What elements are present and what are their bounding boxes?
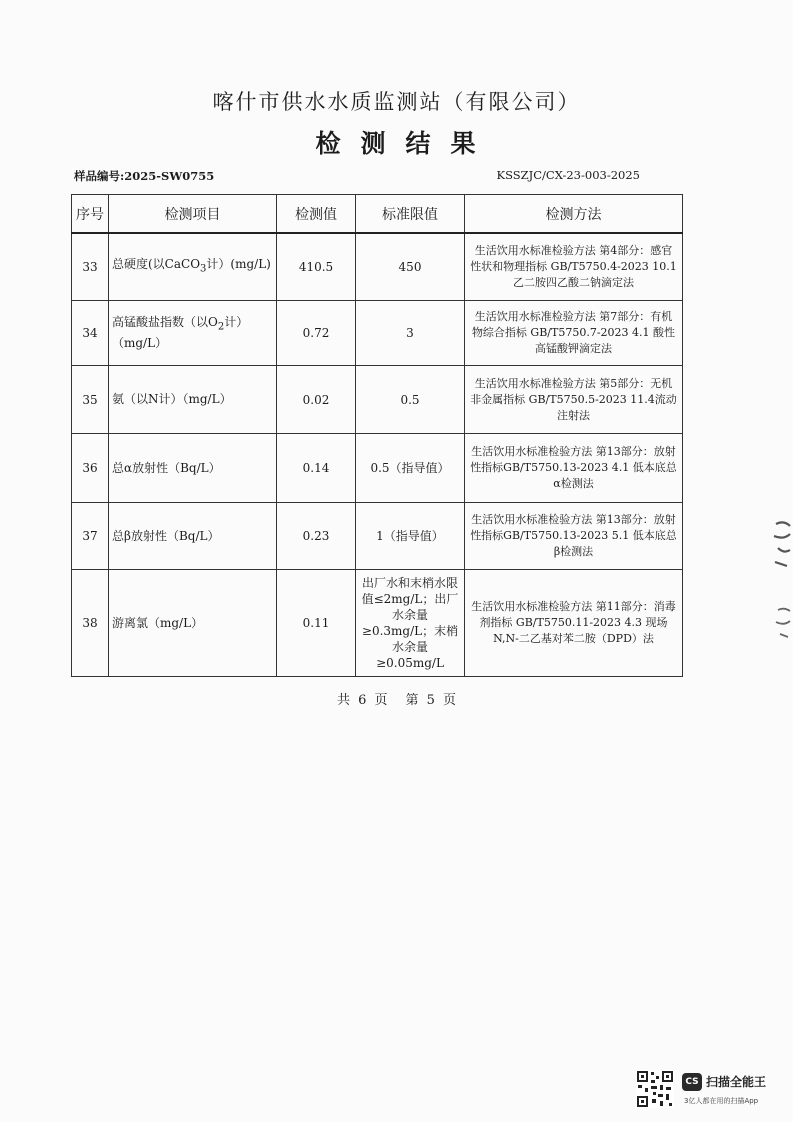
row-number: 33 (72, 233, 109, 301)
test-item: 氨（以N计）（mg/L） (109, 366, 277, 434)
test-method: 生活饮用水标准检验方法 第13部分：放射性指标GB/T5750.13-2023 5.1 低本底总β检测法 (465, 503, 683, 570)
table-row (72, 233, 683, 301)
row-number: 38 (72, 570, 109, 677)
camscanner-logo-icon: CS (682, 1073, 702, 1091)
table-header-row (72, 195, 683, 234)
test-value: 0.72 (277, 301, 356, 366)
test-item: 总α放射性（Bq/L） (109, 434, 277, 503)
row-number: 35 (72, 366, 109, 434)
test-method: 生活饮用水标准检验方法 第7部分：有机物综合指标 GB/T5750.7-2023 4.1 酸性高锰酸钾滴定法 (465, 301, 683, 366)
column-header-value: 检测值 (277, 195, 356, 234)
watermark-app-name: 扫描全能王 (706, 1075, 767, 1089)
table-row (72, 301, 683, 366)
standard-limit: 1（指导值） (356, 503, 465, 570)
sample-number-label: 样品编号: (74, 169, 125, 183)
sample-number (74, 168, 214, 184)
sample-info-row (74, 168, 640, 184)
current-page: 第 5 页 (405, 693, 457, 708)
standard-limit: 0.5（指导值） (356, 434, 465, 503)
test-item-subscript: 3 (200, 263, 207, 275)
seal-fragment (770, 510, 793, 660)
table-row (72, 503, 683, 570)
document-title: 检测结果 (315, 129, 496, 158)
test-item-subscript: 2 (217, 321, 225, 333)
test-value: 0.11 (277, 570, 356, 677)
column-header-method: 检测方法 (465, 195, 683, 234)
test-method: 生活饮用水标准检验方法 第4部分：感官性状和物理指标 GB/T5750.4-2023 10.1 乙二胺四乙酸二钠滴定法 (465, 233, 683, 301)
test-method: 生活饮用水标准检验方法 第5部分：无机非金属指标 GB/T5750.5-2023 11.4流动注射法 (465, 366, 683, 434)
results-table (71, 194, 683, 677)
test-item (109, 233, 277, 301)
standard-limit: 0.5 (356, 366, 465, 434)
qr-code-icon (636, 1070, 674, 1108)
test-value: 410.5 (277, 233, 356, 301)
test-item-text: 总硬度(以CaCO (112, 257, 201, 272)
test-item: 游离氯（mg/L） (109, 570, 277, 677)
organization-title: 喀什市供水水质监测站（有限公司） (212, 90, 581, 114)
row-number: 36 (72, 434, 109, 503)
column-header-seq: 序号 (72, 195, 109, 234)
test-method: 生活饮用水标准检验方法 第11部分：消毒剂指标 GB/T5750.11-2023 4.3 现场N,N-二乙基对苯二胺（DPD）法 (465, 570, 683, 677)
row-number: 34 (72, 301, 109, 366)
page-footer (0, 689, 793, 708)
standard-limit: 450 (356, 233, 465, 301)
test-item-unit: 计）（mg/L） (112, 314, 249, 351)
column-header-item: 检测项目 (109, 195, 277, 234)
table-row (72, 434, 683, 503)
test-item (109, 301, 277, 366)
row-number: 37 (72, 503, 109, 570)
test-method: 生活饮用水标准检验方法 第13部分：放射性指标GB/T5750.13-2023 4.1 低本底总α检测法 (465, 434, 683, 503)
test-item-unit: 计）(mg/L) (206, 257, 271, 272)
test-value: 0.02 (277, 366, 356, 434)
sample-number-value: 2025-SW0755 (124, 169, 215, 183)
report-code: KSSZJC/CX-23-003-2025 (496, 168, 640, 182)
test-value: 0.14 (277, 434, 356, 503)
test-item-text: 高锰酸盐指数（以O (112, 314, 218, 329)
column-header-limit: 标准限值 (356, 195, 465, 234)
watermark-tagline: 3亿人都在用的扫描App (684, 1097, 759, 1105)
table-row (72, 570, 683, 677)
test-value: 0.23 (277, 503, 356, 570)
table-row (72, 366, 683, 434)
standard-limit: 3 (356, 301, 465, 366)
standard-limit: 出厂水和末梢水限值≤2mg/L；出厂水余量≥0.3mg/L；末梢水余量≥0.05mg/L (356, 570, 465, 677)
test-item: 总β放射性（Bq/L） (109, 503, 277, 570)
total-pages: 共 6 页 (336, 693, 388, 708)
